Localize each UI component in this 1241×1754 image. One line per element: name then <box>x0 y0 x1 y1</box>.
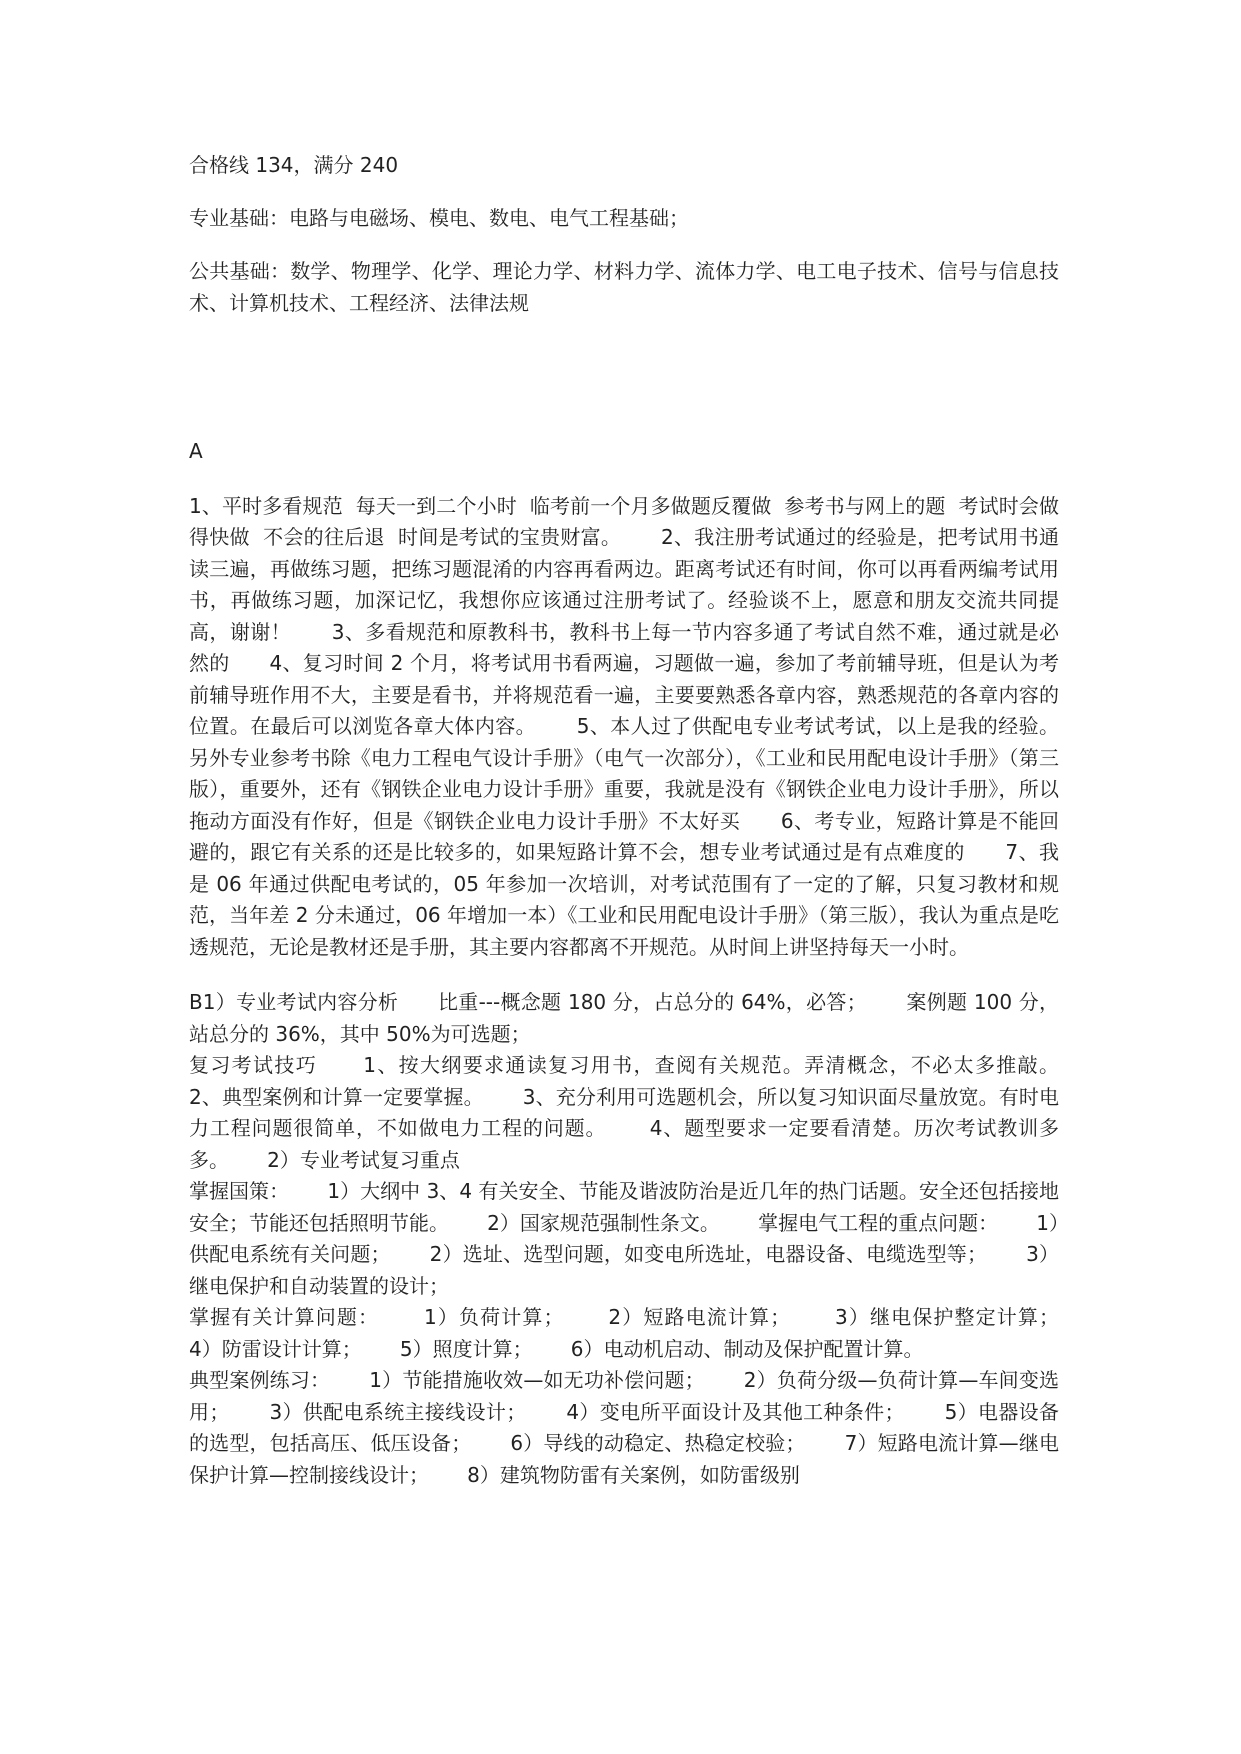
public-basics-text: 公共基础：数学、物理学、化学、理论力学、材料力学、流体力学、电工电子技术、信号与信息技术、计算机技术、工程经济、法律法规 <box>189 259 1059 315</box>
professional-basics-text: 专业基础：电路与电磁场、模电、数电、电气工程基础； <box>189 205 689 230</box>
document-page <box>189 150 1098 1491</box>
section-b-paragraph: B1）专业考试内容分析 比重---概念题 180 分，占总分的 64%，必答； 案例题 100 分，站总分的 36%，其中 50%为可选题； <box>189 990 1059 1046</box>
section-b-paragraph: 复习考试技巧 1、按大纲要求通读复习用书，查阅有关规范。弄清概念，不必太多推敲。 2、典型案例和计算一定要掌握。 3、充分利用可选题机会，所以复习知识面尽量放宽。有时电力工程问题很简单，不如做电力工程的问题。 4、题型要求一定要看清楚。历次考试教训多多。 2）专业考试复习重点 <box>189 1053 1098 1172</box>
section-a-body: 1、平时多看规范 每天一到二个小时 临考前一个月多做题反覆做 参考书与网上的题 考试时会做得快做 不会的往后退 时间是考试的宝贵财富。 2、我注册考试通过的经验是，把考试用书通读三遍，再做练习题，把练习题混淆的内容再看两边。距离考试还有时间，你可以再看两编考试用书，再做练习题，加深记忆，我想你应该通过注册考试了。经验谈不上，愿意和朋友交流共同提高，谢谢！ 3、多看规范和原教科书，教科书上每一节内容多通了考试自然不难，通过就是必然的 4、复习时间 2 个月，将考试用书看两遍，习题做一遍，参加了考前辅导班，但是认为考前辅导班作用不大，主要是看书，并将规范看一遍，主要要熟悉各章内容，熟悉规范的各章内容的位置。在最后可以浏览各章大体内容。 5、本人过了供配电专业考试考试，以上是我的经验。另外专业参考书除《电力工程电气设计手册》（电气一次部分），《工业和民用配电设计手册》（第三版），重要外，还有《钢铁企业电力设计手册》重要，我就是没有《钢铁企业电力设计手册》，所以拖动方面没有作好，但是《钢铁企业电力设计手册》不太好买 6、考专业，短路计算是不能回避的，跟它有关系的还是比较多的，如果短路计算不会，想专业考试通过是有点难度的 7、我是 06 年通过供配电考试的，05 年参加一次培训，对考试范围有了一定的了解，只复习教材和规范，当年差 2 分未通过，06 年增加一本）《工业和民用配电设计手册》（第三版），我认为重点是吃透规范，无论是教材还是手册，其主要内容都离不开规范。从时间上讲坚持每天一小时。 <box>189 493 1059 959</box>
section-b-paragraph: 掌握有关计算问题： 1）负荷计算； 2）短路电流计算； 3）继电保护整定计算； 4）防雷设计计算； 5）照度计算； 6）电动机启动、制动及保护配置计算。 <box>189 1305 1098 1361</box>
pass-line-text: 合格线 134，满分 240 <box>189 153 399 177</box>
section-b-paragraph: 典型案例练习： 1）节能措施收效—如无功补偿问题； 2）负荷分级—负荷计算—车间变选用； 3）供配电系统主接线设计； 4）变电所平面设计及其他工种条件； 5）电器设备的选型，包括高压、低压设备； 6）导线的动稳定、热稳定校验； 7）短路电流计算—继电保护计算—控制接线设计； 8）建筑物防雷有关案例，如防雷级别 <box>189 1368 1059 1487</box>
section-a-label: A <box>189 439 203 463</box>
section-b-paragraph: 掌握国策： 1）大纲中 3、4 有关安全、节能及谐波防治是近几年的热门话题。安全还包括接地安全；节能还包括照明节能。 2）国家规范强制性条文。 掌握电气工程的重点问题： 1）供配电系统有关问题； 2）选址、选型问题，如变电所选址，电器设备、电缆选型等； 3）继电保护和自动装置的设计； <box>189 1179 1059 1298</box>
